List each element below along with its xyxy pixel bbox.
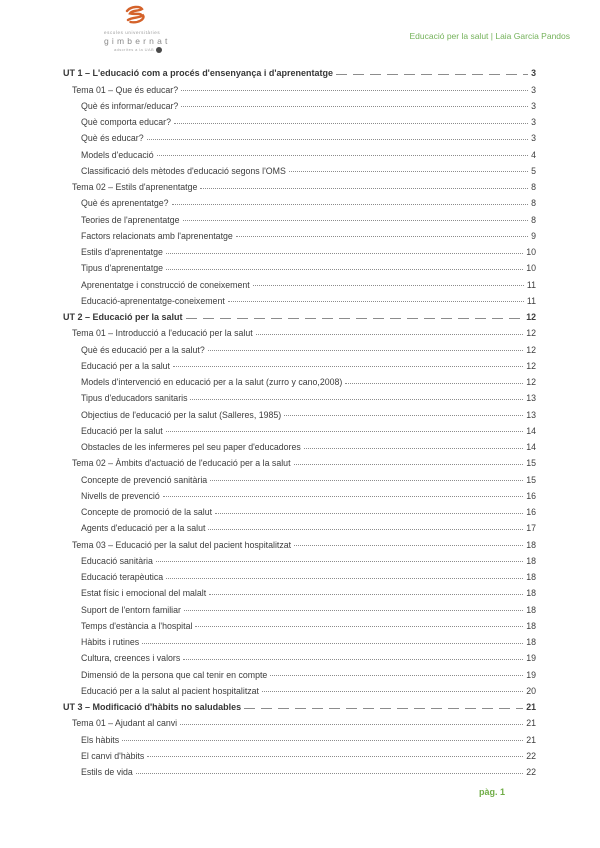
toc-entry[interactable] xyxy=(63,728,536,744)
toc-entry[interactable] xyxy=(63,290,536,306)
toc-entry-label: Què és educació per a la salut? xyxy=(81,344,205,355)
toc-entry[interactable] xyxy=(63,306,536,322)
toc-entry-page: 22 xyxy=(526,750,536,761)
toc-entry[interactable] xyxy=(63,468,536,484)
toc-entry-page: 17 xyxy=(526,523,536,534)
toc xyxy=(63,62,536,777)
toc-leader xyxy=(236,236,528,237)
toc-entry-label: Educació-aprenentatge-coneixement xyxy=(81,295,225,306)
toc-leader xyxy=(142,643,523,644)
toc-entry[interactable] xyxy=(63,78,536,94)
toc-entry-page: 18 xyxy=(526,572,536,582)
toc-entry-page: 11 xyxy=(526,295,536,306)
toc-leader xyxy=(289,171,528,172)
toc-leader xyxy=(166,578,523,579)
toc-entry-label: Tema 01 – Introducció a l'educació per la salut xyxy=(72,328,253,339)
toc-leader xyxy=(345,383,523,384)
toc-entry-page: 16 xyxy=(526,490,536,501)
toc-leader xyxy=(190,399,523,400)
toc-leader xyxy=(253,285,524,286)
toc-entry[interactable] xyxy=(63,566,536,582)
toc-leader xyxy=(147,139,528,140)
toc-entry-page: 3 xyxy=(531,100,536,111)
toc-entry-label: UT 1 – L'educació com a procés d'ensenyança i d'aprenentatge xyxy=(63,68,334,79)
toc-entry[interactable] xyxy=(63,485,536,501)
toc-entry[interactable] xyxy=(63,257,536,273)
toc-entry[interactable] xyxy=(63,387,536,403)
toc-leader xyxy=(181,90,528,91)
toc-entry[interactable] xyxy=(63,160,536,176)
page-number: pàg. 1 xyxy=(478,787,505,797)
toc-leader xyxy=(172,204,529,205)
toc-entry-label: Què és aprenentatge? xyxy=(81,198,169,209)
toc-entry-label: Educació per la salut xyxy=(81,425,163,436)
toc-entry-page: 4 xyxy=(531,149,536,160)
toc-entry-label: UT 3 – Modificació d'hàbits no saludables xyxy=(63,702,242,712)
toc-entry[interactable] xyxy=(63,582,536,598)
toc-leader xyxy=(244,708,523,709)
toc-entry-label: Obstacles de les infermeres pel seu paper d'educadores xyxy=(81,442,301,452)
toc-entry[interactable] xyxy=(63,62,536,78)
toc-leader xyxy=(256,334,524,335)
logo-text-gimbernat: gimbernat xyxy=(104,35,171,46)
toc-entry-label: Tema 01 – Que és educar? xyxy=(72,84,179,95)
toc-leader xyxy=(208,529,523,530)
toc-entry[interactable] xyxy=(63,696,536,712)
toc-entry[interactable] xyxy=(63,745,536,761)
logo-tagline xyxy=(114,47,214,53)
toc-leader xyxy=(215,513,523,514)
toc-entry-page: 18 xyxy=(526,539,536,550)
toc-entry-page: 19 xyxy=(526,653,536,664)
toc-entry-label: Concepte de promoció de la salut xyxy=(81,507,213,517)
toc-entry-page: 13 xyxy=(526,393,536,404)
toc-entry-page: 22 xyxy=(526,767,536,777)
toc-entry-label: Estils d'aprenentatge xyxy=(81,247,163,257)
logo-tagline-text: adscrites a la UAB xyxy=(114,47,155,52)
toc-entry-label: Tema 01 – Ajudant al canvi xyxy=(72,718,178,729)
toc-leader xyxy=(166,431,524,432)
toc-entry[interactable] xyxy=(63,127,536,143)
toc-entry-label: Objectius de l'educació per la salut (Salleres, 1985) xyxy=(81,409,282,420)
toc-entry-label: UT 2 – Educació per la salut xyxy=(63,312,183,322)
toc-leader xyxy=(174,123,528,124)
toc-entry-label: Tema 02 – Estils d'aprenentatge xyxy=(72,182,198,192)
toc-entry-label: Tema 02 – Àmbits d'actuació de l'educació per a la salut xyxy=(72,458,291,469)
toc-leader xyxy=(304,448,523,449)
toc-entry[interactable] xyxy=(63,712,536,728)
toc-leader xyxy=(156,561,523,562)
toc-entry-label: Nivells de prevenció xyxy=(81,490,160,501)
toc-entry-page: 12 xyxy=(526,360,536,371)
logo-text-schools: escoles universitàries xyxy=(104,30,161,35)
toc-entry-label: Estils de vida xyxy=(81,767,133,777)
toc-entry[interactable] xyxy=(63,241,536,257)
toc-entry[interactable] xyxy=(63,95,536,111)
toc-entry[interactable] xyxy=(63,436,536,452)
toc-leader xyxy=(163,496,523,497)
toc-entry[interactable] xyxy=(63,517,536,533)
toc-entry[interactable] xyxy=(63,680,536,696)
toc-leader xyxy=(186,318,524,319)
toc-entry-label: Què és informar/educar? xyxy=(81,100,179,111)
toc-entry-page: 18 xyxy=(526,588,536,599)
toc-leader xyxy=(294,464,524,465)
toc-entry-label: Concepte de prevenció sanitària xyxy=(81,474,208,485)
toc-entry[interactable] xyxy=(63,420,536,436)
toc-leader xyxy=(181,106,528,107)
toc-entry-page: 10 xyxy=(526,263,536,274)
toc-entry-page: 18 xyxy=(526,637,536,647)
toc-entry-page: 15 xyxy=(526,458,536,469)
toc-entry-label: Què comporta educar? xyxy=(81,117,171,127)
toc-leader xyxy=(336,74,528,75)
toc-leader xyxy=(166,269,523,270)
toc-leader xyxy=(200,188,528,189)
toc-entry-page: 3 xyxy=(531,133,536,144)
toc-leader xyxy=(228,301,524,302)
toc-entry-page: 16 xyxy=(526,507,536,517)
toc-entry[interactable] xyxy=(63,371,536,387)
toc-entry-label: Classificació dels mètodes d'educació segons l'OMS xyxy=(81,165,286,176)
toc-leader xyxy=(122,740,523,741)
toc-entry-label: Dimensió de la persona que cal tenir en compte xyxy=(81,669,268,680)
toc-entry-page: 8 xyxy=(531,182,536,192)
toc-entry[interactable] xyxy=(63,631,536,647)
toc-entry[interactable] xyxy=(63,322,536,338)
toc-entry-page: 21 xyxy=(526,702,536,712)
toc-entry-label: Agents d'educació per a la salut xyxy=(81,523,206,534)
toc-leader xyxy=(157,155,529,156)
toc-entry-label: Estat físic i emocional del malalt xyxy=(81,588,207,599)
toc-entry[interactable] xyxy=(63,761,536,777)
toc-entry-page: 14 xyxy=(526,442,536,452)
toc-leader xyxy=(166,253,523,254)
toc-entry-page: 10 xyxy=(526,247,536,257)
toc-entry-label: Què és educar? xyxy=(81,133,144,144)
toc-entry-label: El canvi d'hàbits xyxy=(81,750,145,761)
toc-leader xyxy=(270,675,523,676)
toc-entry-label: Educació per a la salut xyxy=(81,360,170,371)
toc-entry[interactable] xyxy=(63,663,536,679)
toc-entry-page: 12 xyxy=(526,344,536,355)
toc-entry[interactable] xyxy=(63,176,536,192)
toc-entry-page: 12 xyxy=(526,328,536,339)
toc-entry-page: 13 xyxy=(526,409,536,420)
gimbernat-logo xyxy=(104,5,214,53)
toc-entry[interactable] xyxy=(63,273,536,289)
toc-entry-page: 12 xyxy=(526,312,536,322)
toc-entry[interactable] xyxy=(63,143,536,159)
toc-entry[interactable] xyxy=(63,111,536,127)
toc-entry-page: 15 xyxy=(526,474,536,485)
toc-entry[interactable] xyxy=(63,208,536,224)
toc-entry-label: Educació sanitària xyxy=(81,555,153,566)
toc-entry-page: 12 xyxy=(526,377,536,387)
toc-entry[interactable] xyxy=(63,501,536,517)
toc-entry-label: Cultura, creences i valors xyxy=(81,653,181,664)
toc-leader xyxy=(184,610,523,611)
toc-entry-label: Hàbits i rutines xyxy=(81,637,140,647)
toc-leader xyxy=(180,724,523,725)
toc-entry-page: 8 xyxy=(531,198,536,209)
toc-entry-label: Tipus d'aprenentatge xyxy=(81,263,164,274)
uab-emblem-icon xyxy=(156,47,162,53)
toc-entry-page: 8 xyxy=(531,214,536,225)
toc-entry-page: 18 xyxy=(526,620,536,631)
toc-entry-page: 19 xyxy=(526,669,536,680)
toc-entry[interactable] xyxy=(63,615,536,631)
toc-entry-label: Tipus d'educadors sanitaris xyxy=(81,393,188,404)
toc-entry-label: Educació terapèutica xyxy=(81,572,164,582)
toc-entry-page: 14 xyxy=(526,425,536,436)
toc-entry[interactable] xyxy=(63,192,536,208)
toc-leader xyxy=(284,415,523,416)
toc-entry-page: 20 xyxy=(526,685,536,696)
toc-entry-label: Suport de l'entorn familiar xyxy=(81,604,181,615)
toc-leader xyxy=(183,659,523,660)
toc-entry-label: Tema 03 – Educació per la salut del pacient hospitalitzat xyxy=(72,539,292,550)
toc-entry[interactable] xyxy=(63,355,536,371)
toc-entry-page: 3 xyxy=(531,84,536,95)
toc-entry[interactable] xyxy=(63,550,536,566)
toc-entry-page: 11 xyxy=(526,279,536,290)
toc-leader xyxy=(147,756,523,757)
toc-leader xyxy=(294,545,523,546)
gimbernat-brush-icon xyxy=(118,5,152,30)
toc-leader xyxy=(209,594,523,595)
toc-entry[interactable] xyxy=(63,225,536,241)
toc-entry-label: Teories de l'aprenentatge xyxy=(81,214,180,225)
toc-entry-label: Models d'intervenció en educació per a la salut (zurro y cano,2008) xyxy=(81,377,343,387)
toc-entry-page: 21 xyxy=(526,718,536,729)
toc-entry[interactable] xyxy=(63,452,536,468)
toc-entry-label: Factors relacionats amb l'aprenentatge xyxy=(81,230,233,241)
toc-entry[interactable] xyxy=(63,533,536,549)
toc-leader xyxy=(183,220,529,221)
toc-leader xyxy=(195,626,523,627)
toc-leader xyxy=(136,773,523,774)
toc-leader xyxy=(208,350,523,351)
document-header-title: Educació per la salut | Laia Garcia Pandos xyxy=(409,31,570,41)
toc-leader xyxy=(210,480,523,481)
toc-entry[interactable] xyxy=(63,598,536,614)
toc-entry-label: Els hàbits xyxy=(81,734,120,745)
toc-entry[interactable] xyxy=(63,647,536,663)
toc-entry-label: Temps d'estància a l'hospital xyxy=(81,620,193,631)
toc-entry-page: 3 xyxy=(531,68,536,79)
toc-entry[interactable] xyxy=(63,403,536,419)
toc-entry-page: 3 xyxy=(531,117,536,127)
toc-leader xyxy=(262,691,523,692)
toc-entry-label: Aprenentatge i construcció de coneixement xyxy=(81,279,250,290)
toc-entry-page: 5 xyxy=(531,165,536,176)
toc-leader xyxy=(173,366,523,367)
toc-entry-page: 9 xyxy=(531,230,536,241)
toc-entry-page: 21 xyxy=(526,734,536,745)
toc-entry-page: 18 xyxy=(526,555,536,566)
toc-entry-label: Educació per a la salut al pacient hospitalitzat xyxy=(81,685,259,696)
toc-entry-label: Models d'educació xyxy=(81,149,154,160)
toc-entry[interactable] xyxy=(63,338,536,354)
toc-entry-page: 18 xyxy=(526,604,536,615)
